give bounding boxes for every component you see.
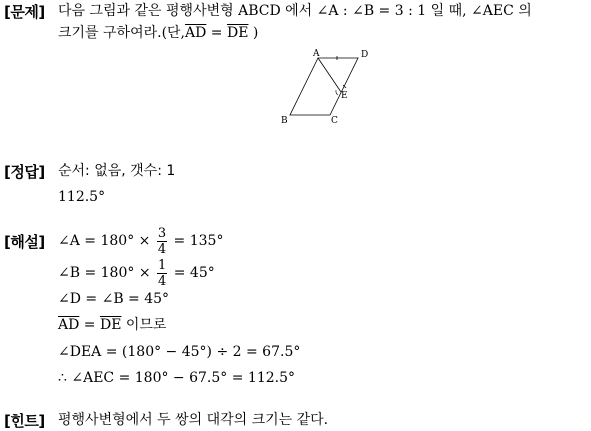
- problem-text-line1: 다음 그림과 같은 평행사변형 ABCD 에서 ∠A : ∠B = 3 : 1 일 때, ∠AEC 의: [58, 3, 532, 19]
- parallelogram-figure: [278, 46, 378, 128]
- step4-text: 이므로: [121, 317, 167, 333]
- answer-line2: 112.5°: [58, 189, 106, 205]
- equals-sign: =: [206, 25, 227, 41]
- step2-suffix: = 45°: [169, 265, 215, 281]
- step2-prefix: ∠B = 180° ×: [58, 265, 156, 281]
- vertex-label-c: C: [331, 116, 338, 126]
- solution-step5: ∠DEA = (180° − 45°) ÷ 2 = 67.5°: [58, 344, 301, 360]
- vertex-label-b: B: [281, 116, 288, 126]
- solution-step6: ∴ ∠AEC = 180° − 67.5° = 112.5°: [58, 370, 295, 386]
- fraction-numerator: 1: [158, 257, 167, 273]
- fraction-denominator: 4: [158, 273, 167, 289]
- hint-text: 평행사변형에서 두 쌍의 대각의 크기는 같다.: [58, 412, 329, 428]
- solution-step2: [58, 256, 215, 290]
- fraction-denominator: 4: [157, 241, 167, 257]
- answer-label: [정답]: [4, 163, 45, 181]
- step1-prefix: ∠A = 180° ×: [58, 233, 155, 249]
- problem-label: [문제]: [4, 3, 45, 21]
- solution-step3: ∠D = ∠B = 45°: [58, 291, 170, 307]
- angle-mark-aec: [336, 90, 338, 95]
- problem-line2-prefix: 크기를 구하여라.(단,: [58, 25, 186, 41]
- answer-line1: 순서: 없음, 갯수: 1: [58, 163, 176, 179]
- segment-de: $\overline{DE}$: [99, 317, 122, 333]
- segment-ad: $\overline{AD}$: [58, 317, 80, 333]
- fraction-numerator: 3: [157, 225, 167, 241]
- segment-ad: $\overline{AD}$: [185, 25, 207, 41]
- problem-line2-suffix: ): [248, 25, 259, 41]
- solution-label: [해설]: [4, 233, 45, 251]
- point-label-e: E: [341, 91, 348, 101]
- segment-de: $\overline{DE}$: [227, 25, 249, 41]
- fraction-3-4: [157, 226, 167, 257]
- hint-label: [힌트]: [4, 412, 45, 430]
- vertex-label-d: D: [361, 50, 369, 60]
- step1-suffix: = 135°: [169, 233, 224, 249]
- fraction-1-4: [157, 258, 167, 289]
- solution-step1: [58, 224, 223, 258]
- solution-step4: [58, 316, 166, 334]
- vertex-label-a: A: [313, 49, 320, 59]
- segment-ae: [318, 58, 341, 92]
- problem-text-line2: [58, 24, 258, 42]
- equals-sign: =: [79, 317, 100, 333]
